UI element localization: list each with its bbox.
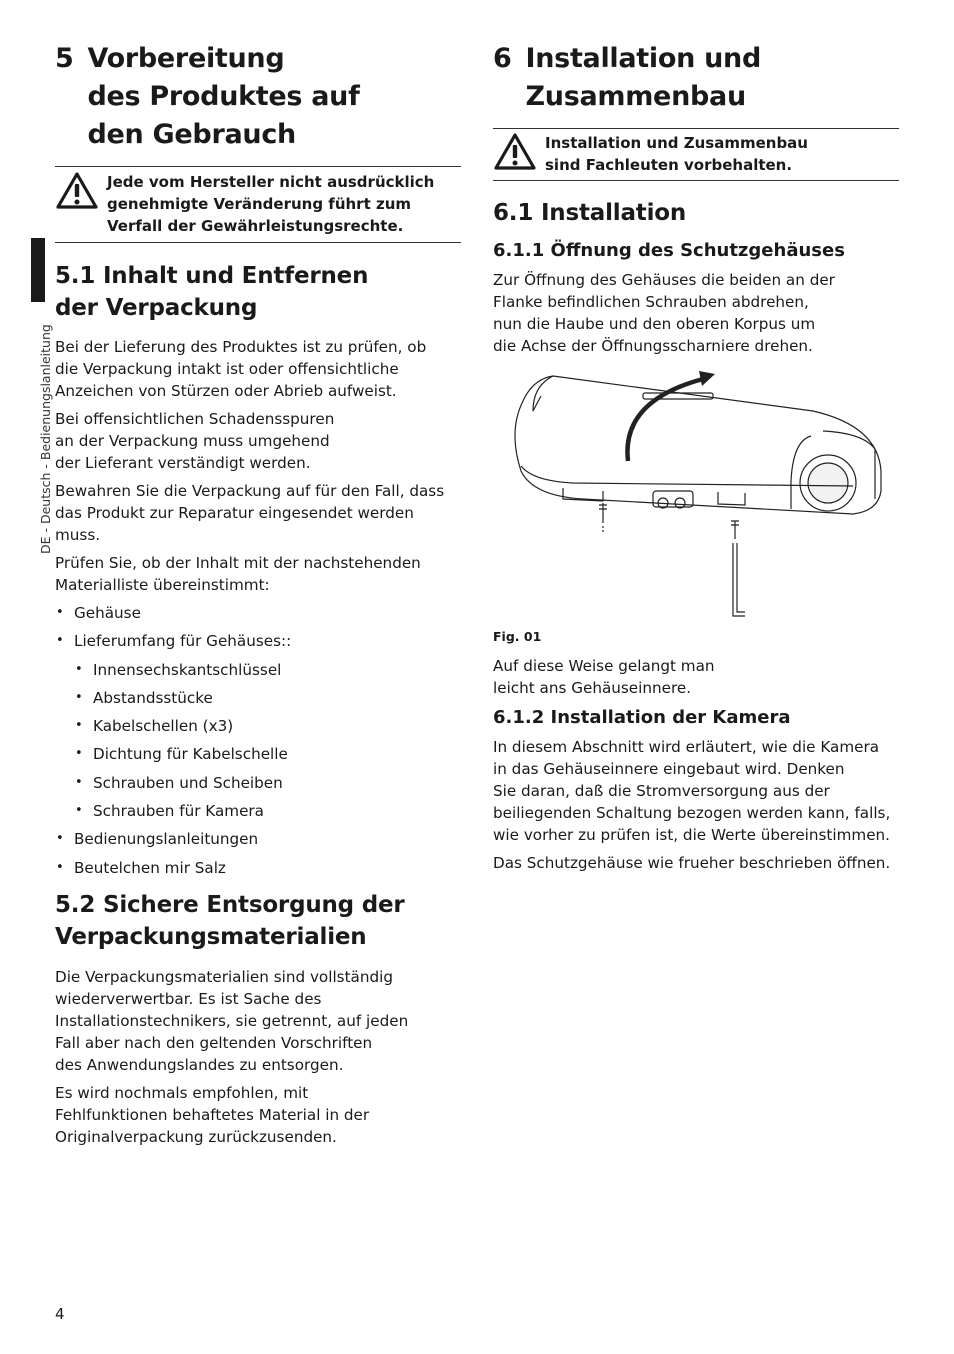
warning-text: Jede vom Hersteller nicht ausdrücklich genehmigte Veränderung führt zum Verfall der Gewährleistungsrechte. <box>107 173 435 235</box>
s612-paragraph-1: In diesem Abschnitt wird erläutert, wie die Kamera in das Gehäuseinnere eingebaut wird. Denken Sie daran, daß die Stromversorgung aus der beiliegenden Schaltung bezogen werden kann, falls, wie vorher zu prüfen ist, die Werte übereinstimmen. <box>493 738 891 844</box>
warning-box <box>493 128 899 181</box>
list-item: • Lieferumfang für Gehäuses:: <box>55 630 460 652</box>
s51-paragraph-2: Bei offensichtlichen Schadensspuren an der Verpackung muss umgehend der Lieferant verständigt werden. <box>55 410 335 472</box>
warning-box <box>55 166 461 243</box>
warning-icon <box>493 132 537 176</box>
list-item: • Kabelschellen (x3) <box>55 715 460 737</box>
s51-paragraph-4: Prüfen Sie, ob der Inhalt mit der nachstehenden Materialliste übereinstimmt: <box>55 554 421 594</box>
chapter-6-title: Installation und Zusammenbau <box>525 43 761 112</box>
s611-paragraph-1: Zur Öffnung des Gehäuses die beiden an der Flanke befindlichen Schrauben abdrehen, nun die Haube und den oberen Korpus um die Achse der Öffnungsscharniere drehen. <box>493 271 835 355</box>
section-6-1-1-heading: 6.1.1 Öffnung des Schutzgehäuses <box>493 240 845 261</box>
figure-caption: Fig. 01 <box>493 629 542 644</box>
list-item: • Dichtung für Kabelschelle <box>55 743 460 765</box>
chapter-5-number: 5 <box>55 43 74 74</box>
chapter-6-heading <box>493 40 900 116</box>
chapter-6-number: 6 <box>493 43 512 74</box>
list-item: • Beutelchen mir Salz <box>55 857 460 879</box>
list-item: • Innensechskantschlüssel <box>55 659 460 681</box>
s612-paragraph-2: Das Schutzgehäuse wie frueher beschrieben öffnen. <box>493 854 891 872</box>
list-item: • Schrauben und Scheiben <box>55 772 460 794</box>
s51-paragraph-1: Bei der Lieferung des Produktes ist zu prüfen, ob die Verpackung intakt ist oder offensichtliche Anzeichen von Stürzen oder Abrieb aufweist. <box>55 338 427 400</box>
right-column <box>493 40 900 874</box>
s611-paragraph-2: Auf diese Weise gelangt man leicht ans Gehäuseinnere. <box>493 657 715 697</box>
s52-paragraph-2: Es wird nochmals empfohlen, mit Fehlfunktionen behaftetes Material in der Originalverpackung zurückzusenden. <box>55 1083 370 1146</box>
contents-list <box>55 602 460 879</box>
chapter-5-title: Vorbereitung des Produktes auf den Gebrauch <box>87 43 360 150</box>
page-number: 4 <box>55 1305 65 1323</box>
warning-icon <box>55 171 99 215</box>
chapter-5-heading <box>55 40 460 154</box>
section-6-1-2-heading: 6.1.2 Installation der Kamera <box>493 707 791 728</box>
list-item: • Bedienungslanleitungen <box>55 828 460 850</box>
section-5-1-heading: 5.1 Inhalt und Entfernen der Verpackung <box>55 263 369 321</box>
housing-figure <box>493 371 900 629</box>
sidebar-marker <box>31 238 45 302</box>
list-item: • Gehäuse <box>55 602 460 624</box>
left-column <box>55 40 460 1148</box>
section-6-1-heading: 6.1 Installation <box>493 200 687 226</box>
sidebar-label: DE - Deutsch - Bedienungslanleitung <box>38 324 53 554</box>
s52-paragraph-1: Die Verpackungsmaterialien sind vollständig wiederverwertbar. Es ist Sache des Installationstechnikers, sie getrennt, auf jeden Fall aber nach den geltenden Vorschriften des Anwendungslandes zu entsorgen. <box>55 967 409 1074</box>
list-item: • Schrauben für Kamera <box>55 800 460 822</box>
list-item: • Abstandsstücke <box>55 687 460 709</box>
s51-paragraph-3: Bewahren Sie die Verpackung auf für den Fall, dass das Produkt zur Reparatur eingesendet werden muss. <box>55 482 445 544</box>
section-5-2-heading: 5.2 Sichere Entsorgung der Verpackungsmaterialien <box>55 891 405 950</box>
warning-text: Installation und Zusammenbau sind Fachleuten vorbehalten. <box>545 134 808 174</box>
